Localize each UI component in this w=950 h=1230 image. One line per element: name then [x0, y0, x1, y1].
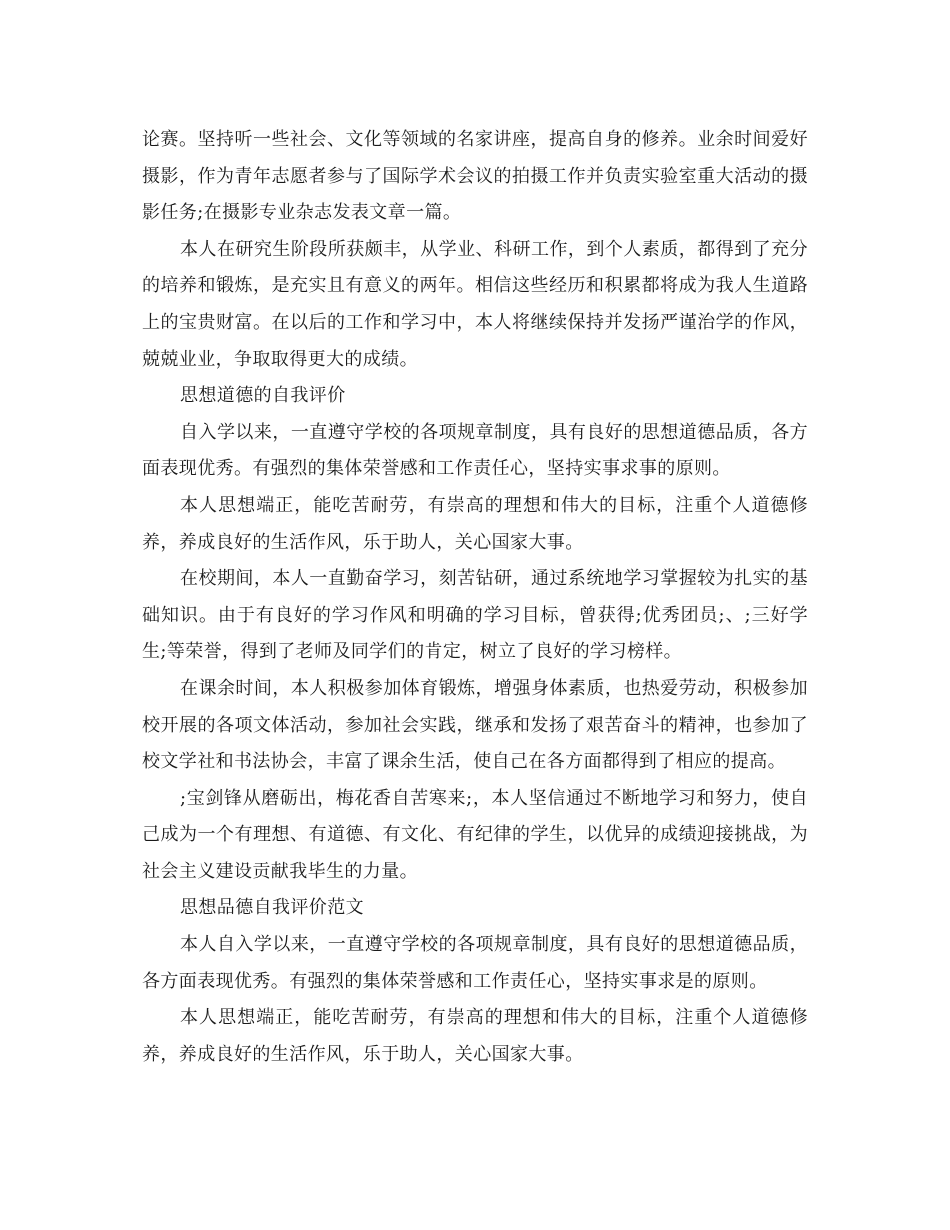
- section-heading-moral-self-evaluation: 思想道德的自我评价: [180, 385, 346, 407]
- paragraph-motto: ;宝剑锋从磨砺出，梅花香自苦寒来;，本人坚信通过不断地学习和努力，使自己成为一个有理想、有道德、有文化、有纪律的学生，以优异的成绩迎接挑战，为社会主义建设贡献我毕生的力量。: [142, 787, 808, 882]
- section-heading-sample-essay: 思想品德自我评价范文: [180, 897, 364, 919]
- paragraph-extracurricular: 在课余时间，本人积极参加体育锻炼，增强身体素质，也热爱劳动，积极参加校开展的各项文体活动，参加社会实践，继承和发扬了艰苦奋斗的精神，也参加了校文学社和书法协会，丰富了课余生活，使自己在各方面都得到了相应的提高。: [142, 677, 808, 773]
- paragraph-character: 本人思想端正，能吃苦耐劳，有崇高的理想和伟大的目标，注重个人道德修养，养成良好的生活作风，乐于助人，关心国家大事。: [142, 494, 808, 553]
- paragraph-hobbies: 论赛。坚持听一些社会、文化等领域的名家讲座，提高自身的修养。业余时间爱好摄影，作为青年志愿者参与了国际学术会议的拍摄工作并负责实验室重大活动的摄影任务;在摄影专业杂志发表文章一篇。: [142, 129, 808, 224]
- document-body: [142, 122, 808, 1073]
- paragraph-sample-rules: 本人自入学以来，一直遵守学校的各项规章制度，具有良好的思想道德品质，各方面表现优秀。有强烈的集体荣誉感和工作责任心，坚持实事求是的原则。: [142, 934, 808, 992]
- paragraph-rules-compliance: 自入学以来，一直遵守学校的各项规章制度，具有良好的思想道德品质，各方面表现优秀。有强烈的集体荣誉感和工作责任心，坚持实事求事的原则。: [142, 421, 808, 480]
- paragraph-sample-character: 本人思想端正，能吃苦耐劳，有崇高的理想和伟大的目标，注重个人道德修养，养成良好的生活作风，乐于助人，关心国家大事。: [142, 1007, 808, 1065]
- paragraph-graduate-summary: 本人在研究生阶段所获颇丰，从学业、科研工作，到个人素质，都得到了充分的培养和锻炼，是充实且有意义的两年。相信这些经历和积累都将成为我人生道路上的宝贵财富。在以后的工作和学习中，本人将继续保持并发扬严谨治学的作风，兢兢业业，争取取得更大的成绩。: [142, 238, 808, 370]
- paragraph-study: 在校期间，本人一直勤奋学习，刻苦钻研，通过系统地学习掌握较为扎实的基础知识。由于有良好的学习作风和明确的学习目标，曾获得;优秀团员;、;三好学生;等荣誉，得到了老师及同学们的肯定，树立了良好的学习榜样。: [142, 568, 808, 663]
